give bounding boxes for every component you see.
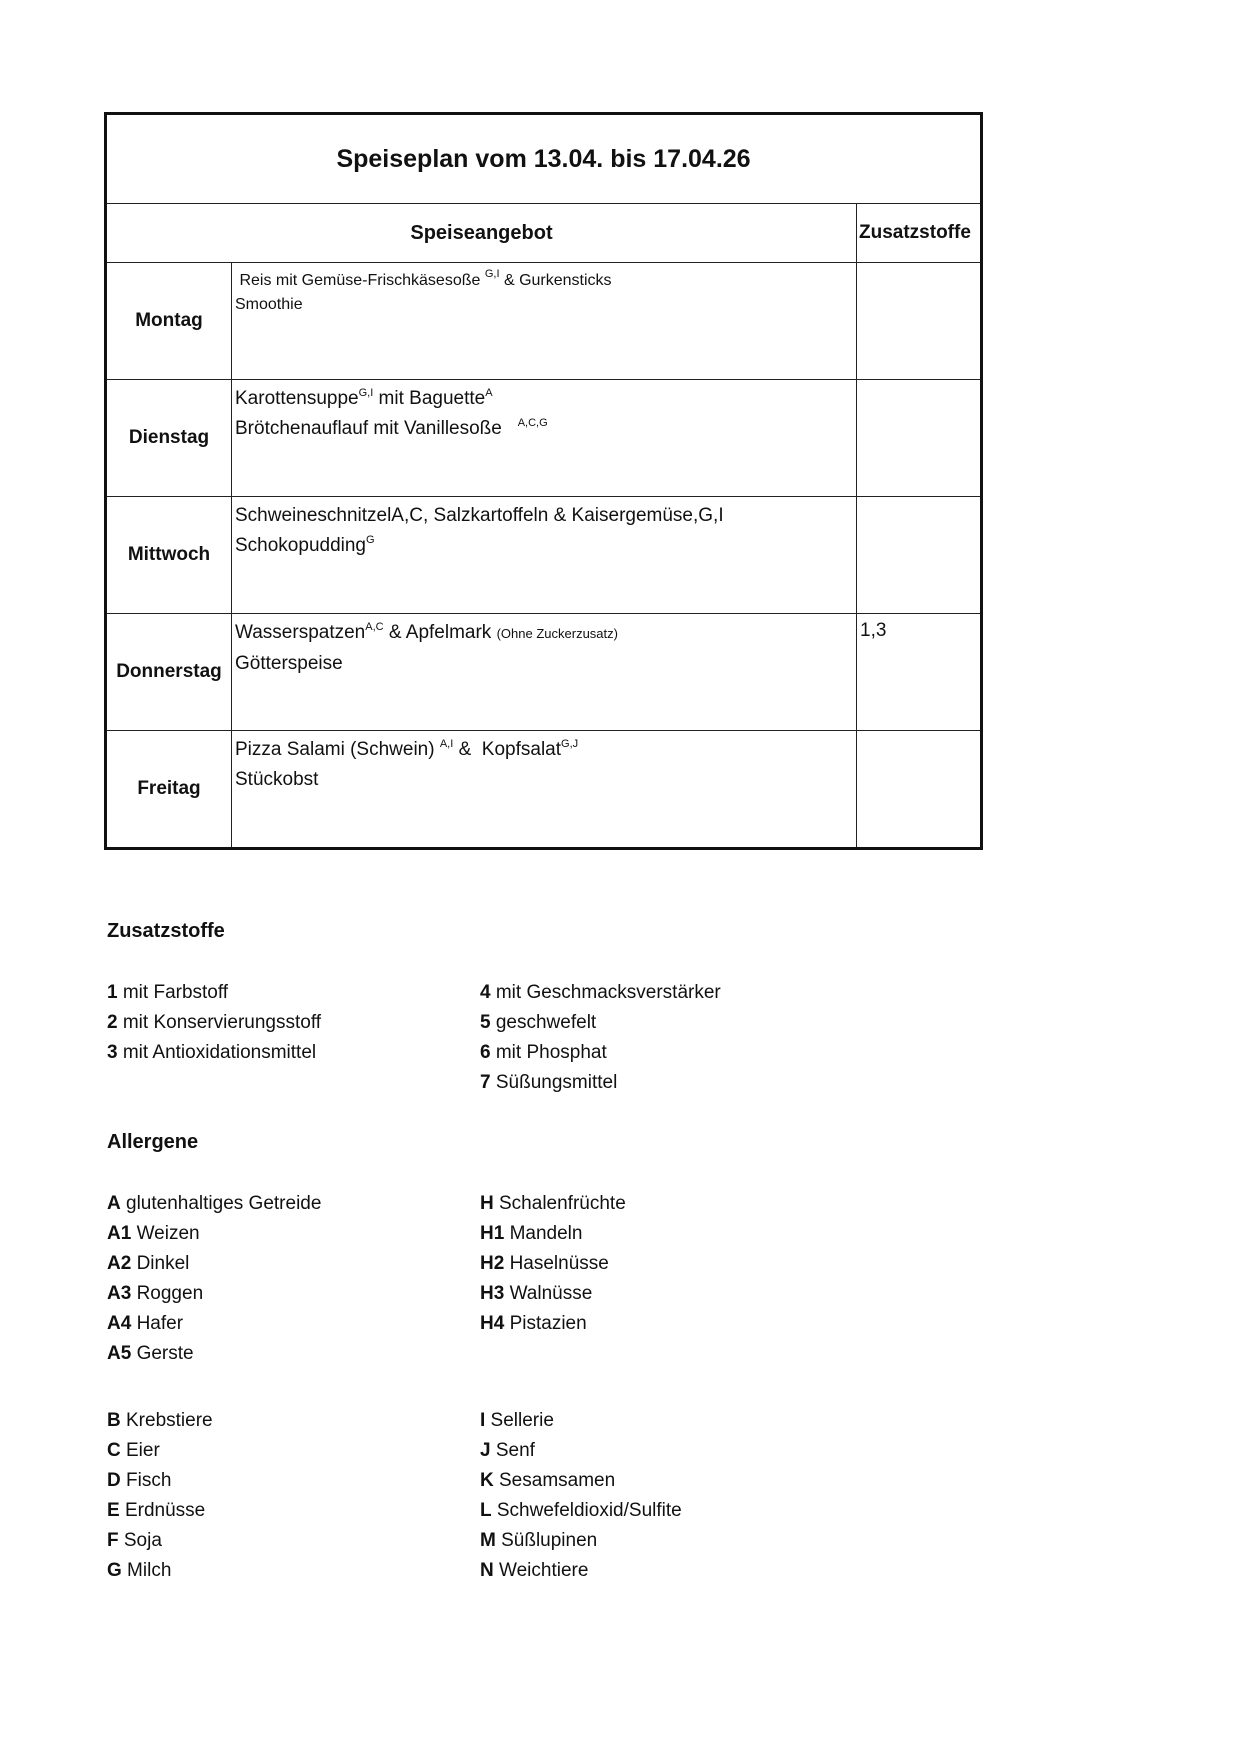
dish-line (235, 649, 853, 679)
allergens-list-group1-left (107, 1189, 321, 1369)
dish-cell (232, 263, 857, 380)
allergens-heading: Allergene (107, 1131, 199, 1153)
legend-label: Schwefeldioxid/Sulfite (491, 1500, 682, 1521)
legend-item (107, 1526, 213, 1556)
legend-code: J (480, 1440, 491, 1461)
legend-code: D (107, 1470, 121, 1491)
legend-label: mit Antioxidationsmittel (117, 1042, 317, 1063)
allergen-superscript: G,I (484, 268, 500, 280)
legend-item (480, 1466, 682, 1496)
legend-code: A1 (107, 1223, 132, 1244)
legend-label: Walnüsse (504, 1283, 593, 1304)
legend-code: G (107, 1560, 122, 1581)
legend-code: C (107, 1440, 121, 1461)
legend-label: Weizen (131, 1223, 200, 1244)
day-name: Freitag (106, 731, 232, 849)
legend-label: Schalenfrüchte (493, 1193, 626, 1214)
legend-item (107, 1189, 321, 1219)
additives-list-right (480, 978, 721, 1098)
legend-item (480, 1068, 721, 1098)
legend-code: F (107, 1530, 119, 1551)
legend-code: N (480, 1560, 494, 1581)
legend-code: K (480, 1470, 494, 1491)
legend-label: Süßungsmittel (490, 1072, 618, 1093)
legend-label: mit Konservierungsstoff (117, 1012, 322, 1033)
legend-code: 7 (480, 1072, 491, 1093)
legend-item (480, 1496, 682, 1526)
legend-code: H (480, 1193, 494, 1214)
legend-label: Haselnüsse (504, 1253, 609, 1274)
allergens-list-group2-left (107, 1406, 213, 1586)
dish-text: Wasserspatzen (235, 622, 366, 643)
legend-code: A4 (107, 1313, 132, 1334)
dish-text: Brötchenauflauf mit Vanillesoße (235, 418, 518, 439)
dish-line (235, 735, 853, 765)
legend-item (107, 1279, 321, 1309)
legend-item (107, 1406, 213, 1436)
legend-code: B (107, 1410, 121, 1431)
allergen-superscript: A (485, 387, 493, 399)
additives-cell (857, 497, 982, 614)
additives-cell (857, 263, 982, 380)
legend-label: Eier (120, 1440, 160, 1461)
legend-code: 2 (107, 1012, 118, 1033)
legend-item (107, 1436, 213, 1466)
dish-text: Smoothie (235, 296, 303, 313)
dish-text: SchweineschnitzelA,C, Salzkartoffeln & Kaisergemüse,G,I (235, 505, 724, 526)
day-row (106, 263, 982, 380)
additives-cell: 1,3 (857, 614, 982, 731)
legend-code: H2 (480, 1253, 505, 1274)
dish-line (235, 531, 853, 561)
legend-item (107, 1496, 213, 1526)
legend-label: Mandeln (504, 1223, 583, 1244)
dish-text: & Apfelmark (383, 622, 497, 643)
legend-code: 1 (107, 982, 118, 1003)
dish-line (235, 384, 853, 414)
day-name: Dienstag (106, 380, 232, 497)
legend-code: H3 (480, 1283, 505, 1304)
legend-label: Sesamsamen (493, 1470, 616, 1491)
day-row (106, 380, 982, 497)
legend-label: Krebstiere (120, 1410, 213, 1431)
legend-label: Pistazien (504, 1313, 587, 1334)
legend-label: Süßlupinen (495, 1530, 598, 1551)
dish-note: (Ohne Zuckerzusatz) (496, 626, 618, 641)
legend-label: glutenhaltiges Getreide (120, 1193, 322, 1214)
day-name: Donnerstag (106, 614, 232, 731)
dish-line (235, 269, 853, 293)
legend-label: Fisch (120, 1470, 172, 1491)
legend-code: 3 (107, 1042, 118, 1063)
legend-item (480, 1279, 626, 1309)
menu-table (104, 112, 983, 850)
dish-cell (232, 731, 857, 849)
legend-code: M (480, 1530, 496, 1551)
legend-code: L (480, 1500, 492, 1521)
dish-line (235, 765, 853, 795)
legend-code: 6 (480, 1042, 491, 1063)
day-name: Mittwoch (106, 497, 232, 614)
legend-item (107, 978, 321, 1008)
additives-cell (857, 380, 982, 497)
dish-text: Pizza Salami (Schwein) (235, 739, 440, 760)
legend-label: Weichtiere (493, 1560, 589, 1581)
legend-label: Erdnüsse (119, 1500, 206, 1521)
day-row (106, 497, 982, 614)
allergen-superscript: G,I (358, 387, 374, 399)
day-row (106, 614, 982, 731)
day-row (106, 731, 982, 849)
legend-item (107, 1249, 321, 1279)
allergens-list-group1-right (480, 1189, 626, 1339)
legend-item (107, 1339, 321, 1369)
legend-code: A5 (107, 1343, 132, 1364)
allergen-superscript: A,C (365, 621, 384, 633)
allergen-superscript: G,J (561, 738, 579, 750)
legend-label: mit Phosphat (490, 1042, 607, 1063)
legend-code: A2 (107, 1253, 132, 1274)
legend-item (480, 1008, 721, 1038)
allergen-superscript: A,I (439, 738, 454, 750)
legend-item (480, 1038, 721, 1068)
dish-line (235, 414, 853, 444)
legend-code: H1 (480, 1223, 505, 1244)
legend-label: Dinkel (131, 1253, 190, 1274)
dish-line (235, 618, 853, 649)
dish-cell (232, 614, 857, 731)
dish-cell (232, 497, 857, 614)
dish-text: Schokopudding (235, 535, 366, 556)
legend-label: geschwefelt (490, 1012, 597, 1033)
legend-code: 5 (480, 1012, 491, 1033)
legend-item (480, 1556, 682, 1586)
legend-item (107, 1038, 321, 1068)
dish-line (235, 501, 853, 531)
legend-item (107, 1466, 213, 1496)
legend-item (107, 1556, 213, 1586)
dish-text: mit Baguette (373, 388, 486, 409)
dish-text: Karottensuppe (235, 388, 359, 409)
dish-cell (232, 380, 857, 497)
allergen-superscript: G (366, 534, 375, 546)
legend-label: Hafer (131, 1313, 184, 1334)
legend-label: Gerste (131, 1343, 194, 1364)
day-name: Montag (106, 263, 232, 380)
additives-cell (857, 731, 982, 849)
title-row (106, 114, 982, 204)
dish-text: Stückobst (235, 769, 319, 790)
additives-heading: Zusatzstoffe (107, 920, 225, 942)
dish-text: & Gurkensticks (499, 272, 612, 289)
legend-label: Senf (490, 1440, 535, 1461)
legend-item (480, 1309, 626, 1339)
header-additives: Zusatzstoffe (857, 204, 982, 263)
legend-item (480, 1406, 682, 1436)
header-offer: Speiseangebot (106, 204, 857, 263)
legend-item (107, 1309, 321, 1339)
legend-item (480, 1436, 682, 1466)
legend-code: A3 (107, 1283, 132, 1304)
legend-item (480, 978, 721, 1008)
allergens-list-group2-right (480, 1406, 682, 1586)
legend-code: A (107, 1193, 121, 1214)
allergen-superscript: A,C,G (517, 417, 548, 429)
legend-item (480, 1219, 626, 1249)
dish-line (235, 293, 853, 317)
header-row (106, 204, 982, 263)
legend-label: Milch (121, 1560, 172, 1581)
dish-text: Götterspeise (235, 653, 343, 674)
legend-code: E (107, 1500, 120, 1521)
legend-code: 4 (480, 982, 491, 1003)
dish-text: Reis mit Gemüse-Frischkäsesoße (235, 272, 485, 289)
additives-list-left (107, 978, 321, 1068)
legend-item (107, 1008, 321, 1038)
legend-item (480, 1249, 626, 1279)
legend-item (107, 1219, 321, 1249)
legend-item (480, 1189, 626, 1219)
dish-text: & Kopfsalat (453, 739, 562, 760)
legend-label: Roggen (131, 1283, 204, 1304)
legend-code: I (480, 1410, 486, 1431)
menu-title: Speiseplan vom 13.04. bis 17.04.26 (106, 114, 982, 204)
legend-label: mit Farbstoff (117, 982, 229, 1003)
legend-code: H4 (480, 1313, 505, 1334)
legend-label: Sellerie (485, 1410, 554, 1431)
legend-item (480, 1526, 682, 1556)
legend-label: Soja (118, 1530, 162, 1551)
legend-label: mit Geschmacksverstärker (490, 982, 721, 1003)
